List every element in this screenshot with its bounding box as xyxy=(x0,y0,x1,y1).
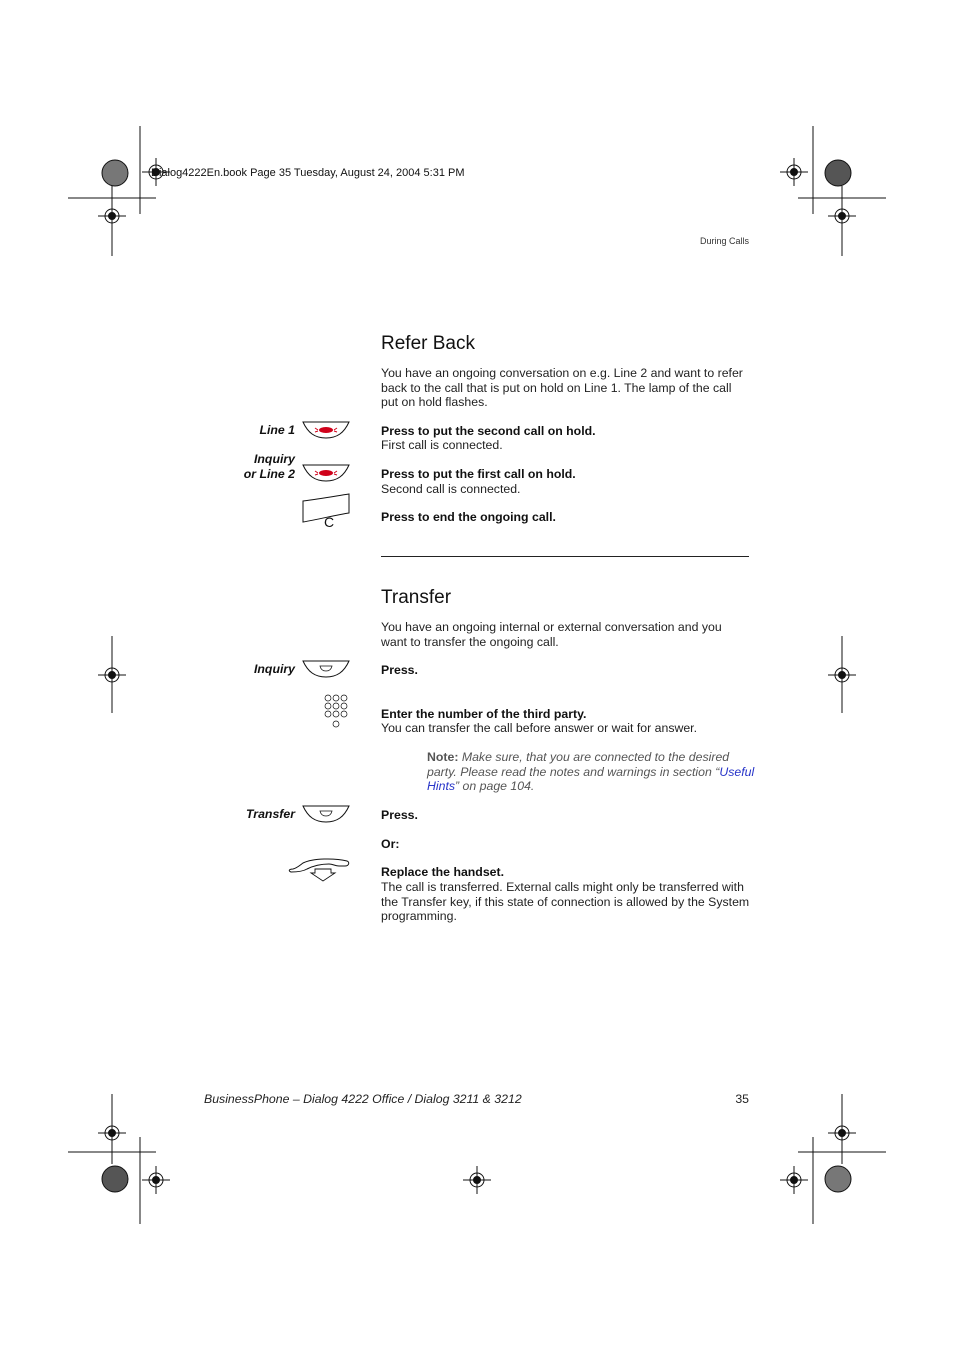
key-label-transfer: Transfer xyxy=(246,807,295,821)
useful-hints-link[interactable]: Hints xyxy=(427,779,456,793)
footer-title: BusinessPhone – Dialog 4222 Office / Dialog 3211 & 3212 xyxy=(204,1092,522,1106)
detail-line: The call is transferred. External calls might only be transferred with xyxy=(381,880,744,894)
intro-line: put on hold flashes. xyxy=(381,395,488,409)
section-divider xyxy=(381,556,749,557)
keypad-key-icon xyxy=(341,711,347,717)
intro-line: back to the call that is put on hold on Line 1. The lamp of the call xyxy=(381,380,732,395)
keypad-key-icon xyxy=(333,721,339,727)
step-detail: First call is connected. xyxy=(381,438,503,452)
keypad-key-icon xyxy=(333,711,339,717)
intro-line: You have an ongoing conversation on e.g. Line 2 and want to refer xyxy=(381,366,743,380)
keypad-key-icon xyxy=(341,703,347,709)
keypad-key-icon xyxy=(333,703,339,709)
keypad-key-icon xyxy=(325,711,331,717)
refer-back-intro xyxy=(381,366,751,410)
useful-hints-link[interactable]: Useful xyxy=(719,764,755,779)
key-label-or-line-2: or Line 2 xyxy=(243,467,295,481)
keypad-key-icon xyxy=(333,695,339,701)
section-title-transfer: Transfer xyxy=(381,587,452,608)
step-detail xyxy=(381,880,761,924)
page-number: 35 xyxy=(735,1092,749,1106)
or-label: Or: xyxy=(381,837,400,851)
handset-replace-icon[interactable] xyxy=(287,857,351,883)
step-action: Replace the handset. xyxy=(381,865,505,879)
note-text: ” on page 104. xyxy=(455,779,535,793)
note-text: party. Please read the notes and warnings in section “ xyxy=(427,764,720,779)
transfer-key-icon[interactable] xyxy=(302,805,350,823)
step-detail: You can transfer the call before answer or wait for answer. xyxy=(381,721,698,735)
running-header: During Calls xyxy=(699,236,749,246)
detail-line: the Transfer key, if this state of connection is allowed by the System xyxy=(381,894,750,909)
line-key-with-lamp-icon[interactable] xyxy=(302,421,350,439)
step-action: Press. xyxy=(381,808,418,822)
section-title-refer-back: Refer Back xyxy=(381,333,475,354)
keypad-key-icon xyxy=(325,695,331,701)
detail-line: programming. xyxy=(381,909,457,923)
note-text: Make sure, that you are connected to the desired xyxy=(461,750,730,764)
line-key-with-lamp-icon[interactable] xyxy=(302,464,350,482)
inquiry-key-icon[interactable] xyxy=(302,660,350,678)
keypad-key-icon xyxy=(325,703,331,709)
note-label: Note: xyxy=(427,750,459,764)
key-label-inquiry: Inquiry xyxy=(254,452,295,466)
step-action: Press to put the second call on hold. xyxy=(381,424,596,438)
intro-line: You have an ongoing internal or external conversation and you xyxy=(381,620,722,634)
transfer-intro xyxy=(381,620,751,649)
step-action: Press to end the ongoing call. xyxy=(381,510,556,524)
intro-line: want to transfer the ongoing call. xyxy=(381,634,559,649)
key-label-line-1: Line 1 xyxy=(259,423,295,437)
step-detail: Second call is connected. xyxy=(381,482,521,496)
clear-key-letter: C xyxy=(324,514,335,530)
note-box xyxy=(427,750,757,794)
keypad-icon[interactable] xyxy=(325,695,351,727)
book-file-line: Dialog4222En.book Page 35 Tuesday, August 24, 2004 5:31 PM xyxy=(151,167,465,179)
step-action: Press to put the first call on hold. xyxy=(381,467,576,481)
key-label-inquiry: Inquiry xyxy=(254,662,295,676)
step-action: Press. xyxy=(381,663,418,677)
step-action: Enter the number of the third party. xyxy=(381,707,587,721)
keypad-key-icon xyxy=(341,695,347,701)
